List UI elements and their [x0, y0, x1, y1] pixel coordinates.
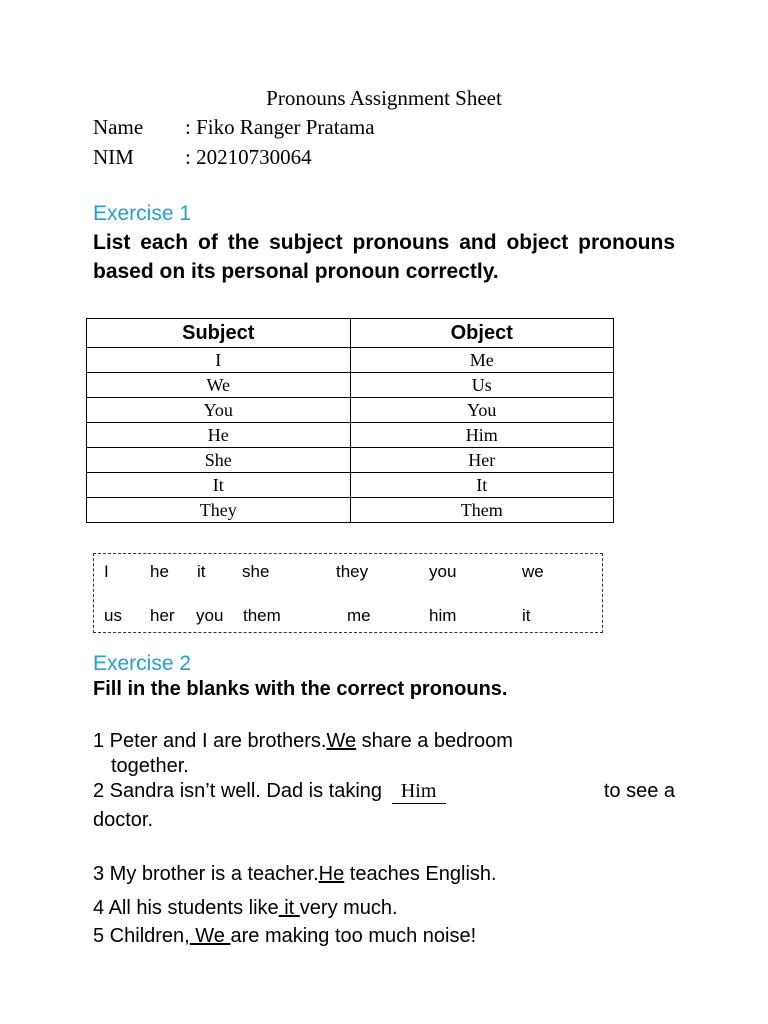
word-bank-word: she — [242, 562, 270, 581]
word-bank-word: you — [429, 562, 457, 581]
question-3 — [93, 862, 497, 886]
question-text: teaches English. — [344, 863, 497, 885]
word-bank-word: them — [243, 606, 281, 625]
question-text: very much. — [299, 897, 398, 919]
word-bank-word: it — [197, 562, 206, 581]
nim-row — [93, 145, 312, 170]
nim-label: NIM — [93, 145, 134, 169]
object-cell: Them — [350, 498, 614, 523]
table-row — [87, 498, 614, 523]
answer-blank: it — [278, 897, 300, 919]
question-text: share a bedroom — [356, 730, 513, 752]
question-text: 5 Children, — [93, 925, 190, 947]
word-bank-word: they — [336, 562, 369, 581]
table-header-row — [87, 319, 614, 348]
subject-cell: It — [87, 473, 351, 498]
object-cell: Me — [350, 348, 614, 373]
question-2-continued: doctor. — [93, 809, 154, 831]
question-1-continued: together. — [111, 755, 189, 777]
object-cell: It — [350, 473, 614, 498]
question-4 — [93, 896, 398, 920]
table-row — [87, 448, 614, 473]
question-text: 1 Peter and I are brothers. — [93, 730, 327, 752]
subject-cell: I — [87, 348, 351, 373]
nim-value: : 20210730064 — [185, 145, 312, 169]
word-bank-word: her — [150, 606, 175, 625]
answer-blank: Him — [392, 779, 446, 804]
question-2 — [93, 779, 675, 804]
word-bank-word: I — [104, 562, 109, 581]
table-row — [87, 473, 614, 498]
subject-cell: They — [87, 498, 351, 523]
table-row — [87, 373, 614, 398]
exercise2-instruction: Fill in the blanks with the correct pronouns. — [93, 678, 508, 700]
word-bank-word: he — [150, 562, 169, 581]
word-bank-word: us — [104, 606, 122, 625]
exercise2-heading: Exercise 2 — [93, 652, 192, 675]
question-5 — [93, 924, 476, 948]
question-text: to see a — [603, 780, 675, 802]
subject-cell: He — [87, 423, 351, 448]
name-row — [93, 115, 375, 140]
question-text: are making too much noise! — [230, 925, 477, 947]
object-cell: Her — [350, 448, 614, 473]
question-text: 3 My brother is a teacher. — [93, 863, 319, 885]
answer-blank: He — [318, 863, 345, 885]
table-row — [87, 423, 614, 448]
name-value: : Fiko Ranger Pratama — [185, 115, 375, 139]
word-bank-word: me — [347, 606, 371, 625]
subject-header: Subject — [87, 319, 351, 348]
exercise1-instruction: List each of the subject pronouns and object pronouns based on its personal pronoun correctly. — [93, 231, 675, 283]
object-cell: You — [350, 398, 614, 423]
table-row — [87, 398, 614, 423]
question-text: 2 Sandra isn’t well. Dad is taking — [93, 780, 388, 802]
question-1 — [93, 729, 513, 753]
word-bank-box — [93, 553, 603, 633]
word-bank-word: you — [196, 606, 224, 625]
name-label: Name — [93, 115, 144, 139]
exercise1-heading: Exercise 1 — [93, 202, 192, 225]
object-cell: Us — [350, 373, 614, 398]
answer-blank: We — [326, 730, 357, 752]
pronoun-table — [86, 318, 614, 523]
table-row — [87, 348, 614, 373]
answer-blank: We — [189, 925, 231, 947]
page-title: Pronouns Assignment Sheet — [266, 86, 502, 110]
word-bank-word: we — [522, 562, 544, 581]
subject-cell: We — [87, 373, 351, 398]
object-cell: Him — [350, 423, 614, 448]
question-text: 4 All his students like — [93, 897, 279, 919]
subject-cell: She — [87, 448, 351, 473]
object-header: Object — [350, 319, 614, 348]
word-bank-word: it — [522, 606, 531, 625]
word-bank-word: him — [429, 606, 457, 625]
subject-cell: You — [87, 398, 351, 423]
